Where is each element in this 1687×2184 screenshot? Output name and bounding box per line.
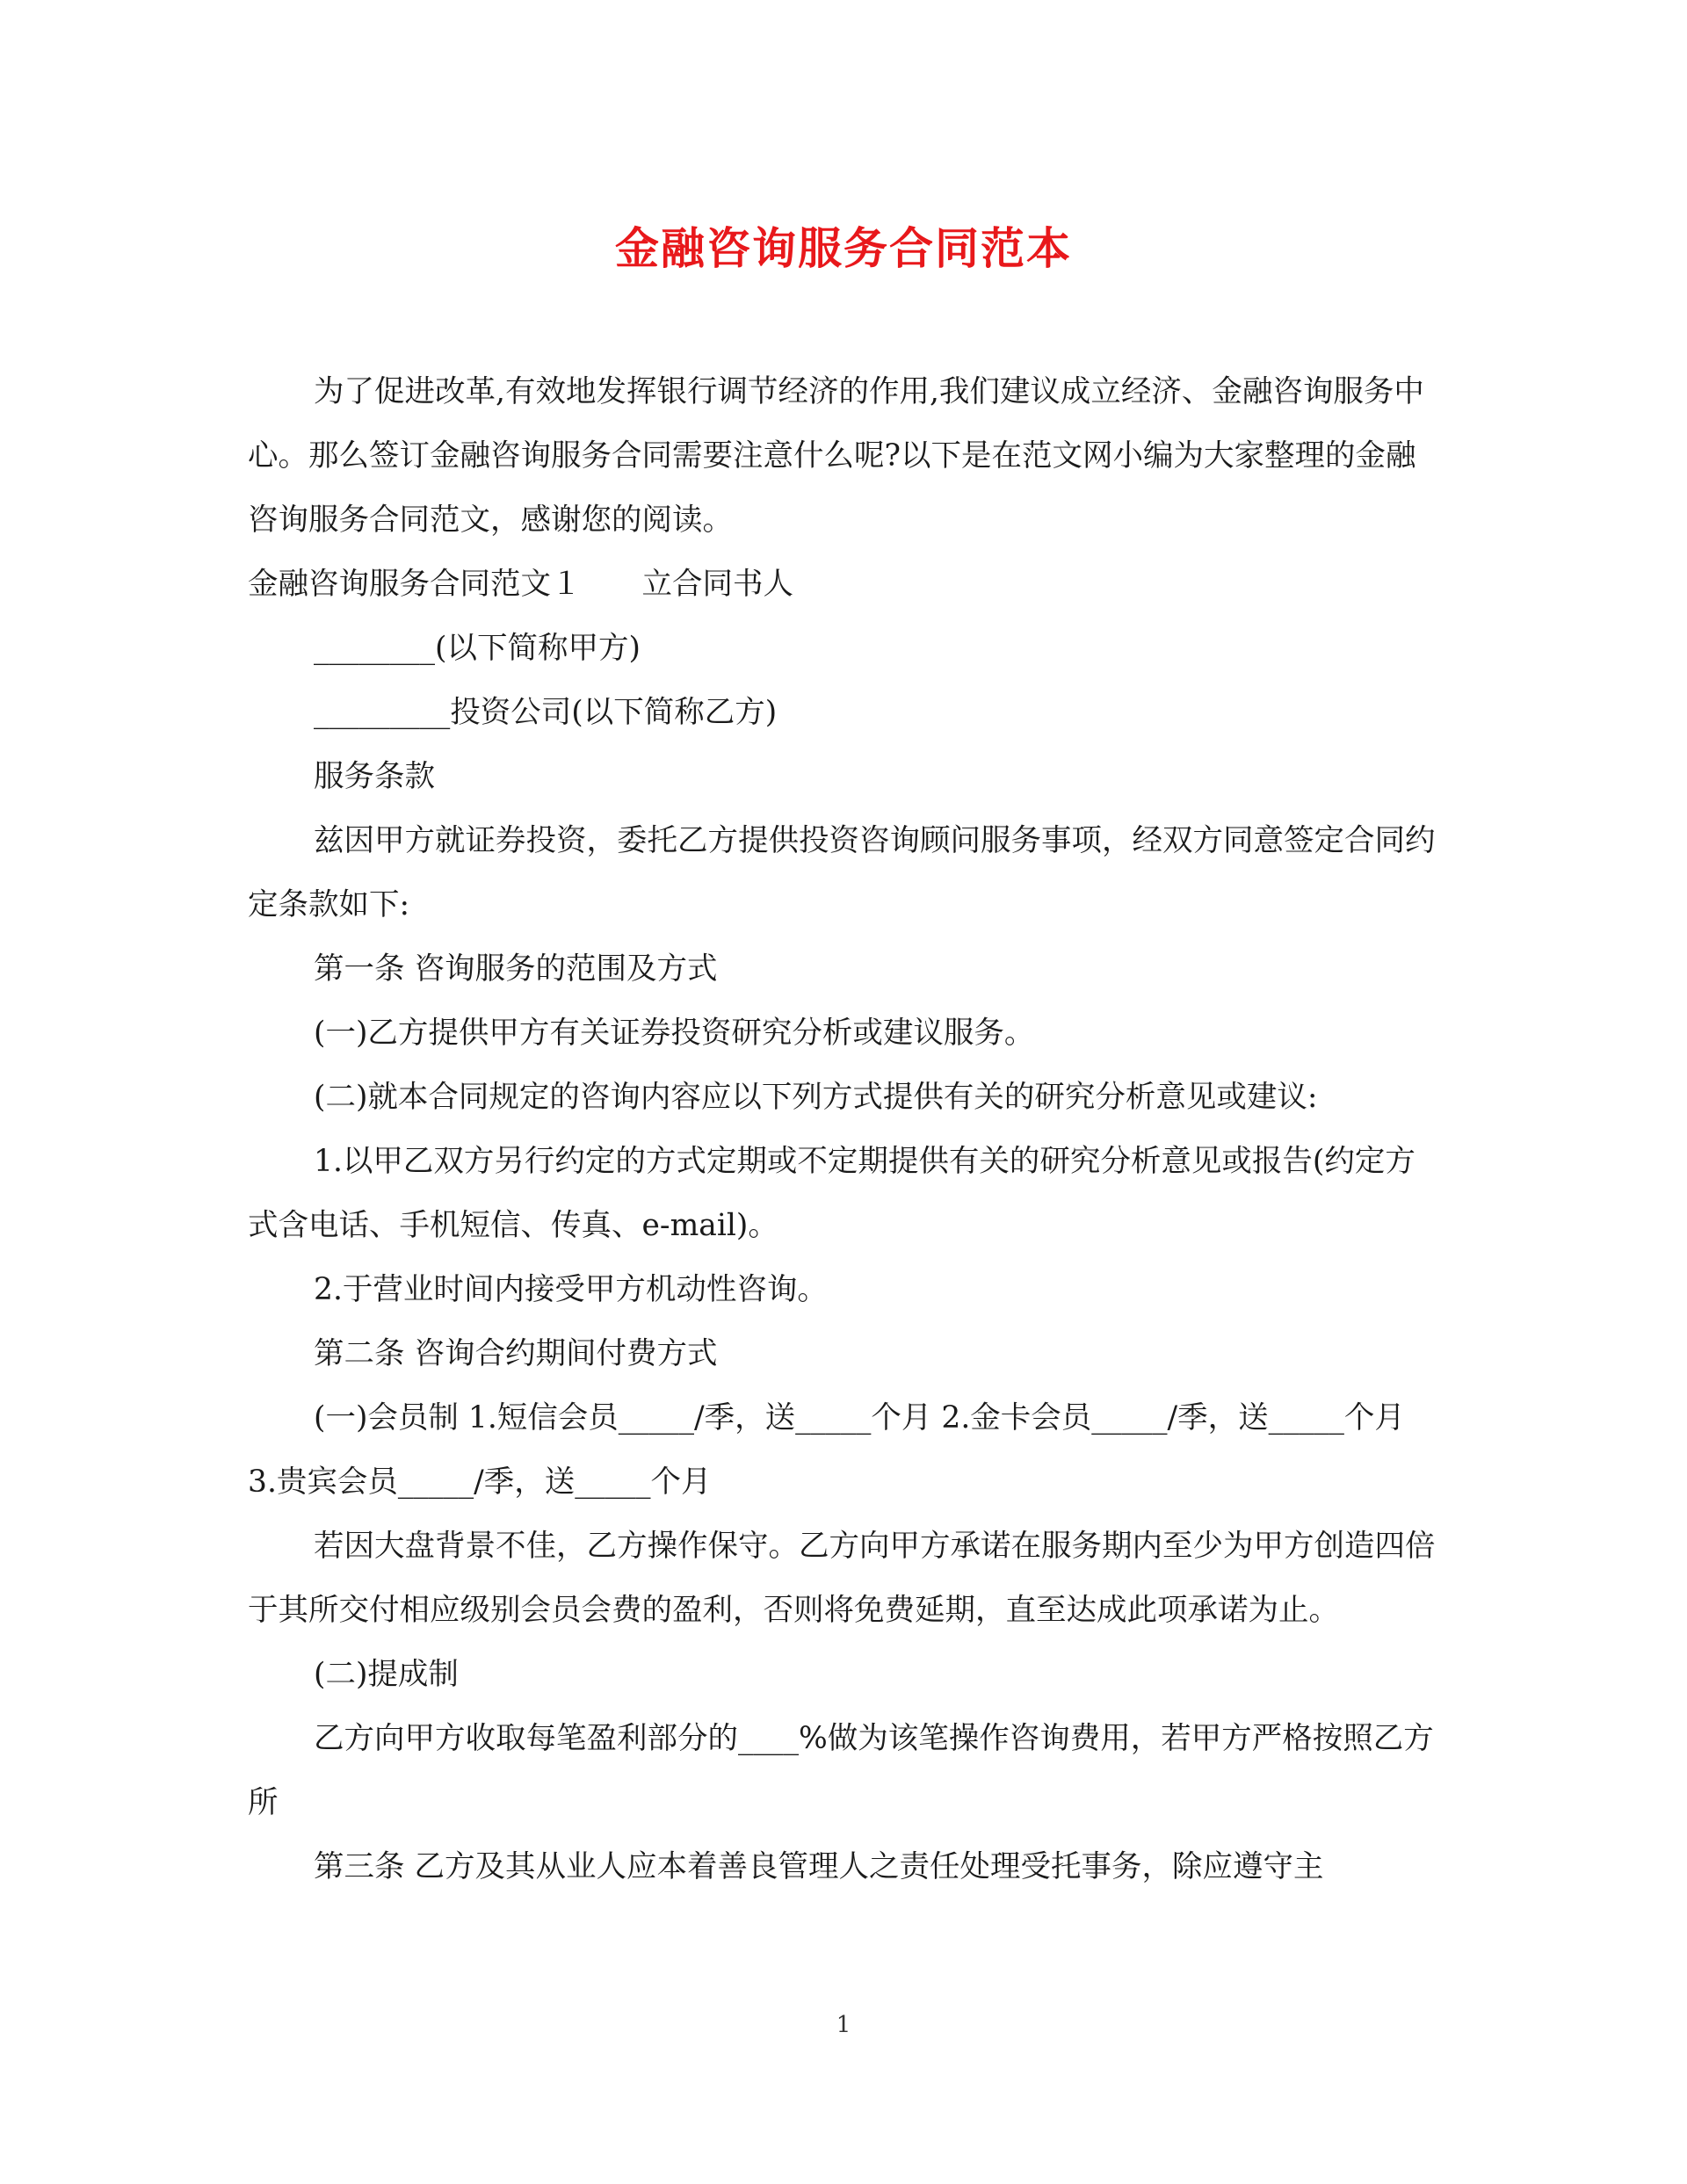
article-2-membership-clause: (一)会员制 1.短信会员_____/季，送_____个月 2.金卡会员_____/季，送_____个月 3.贵宾会员_____/季，送_____个月: [248, 1400, 1405, 1500]
article-1-item-2: 2.于营业时间内接受甲方机动性咨询。: [314, 1272, 828, 1307]
intro-paragraph: 为了促进改革,有效地发挥银行调节经济的作用,我们建议成立经济、金融咨询服务中心。那么签订金融咨询服务合同需要注意什么呢?以下是在范文网小编为大家整理的金融咨询服务合同范文，感谢您的阅读。: [248, 374, 1424, 538]
contract-heading-line: 金融咨询服务合同范文１ 立合同书人: [248, 567, 793, 602]
article-2-commission-heading: (二)提成制: [314, 1657, 459, 1692]
party-a-line: ________(以下简称甲方): [314, 631, 641, 666]
article-1-clause-2: (二)就本合同规定的咨询内容应以下列方式提供有关的研究分析意见或建议:: [314, 1080, 1318, 1115]
document-title: 金融咨询服务合同范本: [615, 222, 1072, 274]
article-2-commission-paragraph: 乙方向甲方收取每笔盈利部分的____%做为该笔操作咨询费用，若甲方严格按照乙方所: [248, 1721, 1434, 1820]
article-2-heading: 第二条 咨询合约期间付费方式: [314, 1336, 718, 1371]
section-heading-service-terms: 服务条款: [314, 759, 435, 794]
preamble-paragraph: 兹因甲方就证券投资，委托乙方提供投资咨询顾问服务事项，经双方同意签定合同约定条款如下:: [248, 823, 1436, 922]
article-1-clause-1: (一)乙方提供甲方有关证券投资研究分析或建议服务。: [314, 1016, 1035, 1051]
article-2-guarantee-paragraph: 若因大盘背景不佳，乙方操作保守。乙方向甲方承诺在服务期内至少为甲方创造四倍于其所交付相应级别会员会费的盈利，否则将免费延期，直至达成此项承诺为止。: [248, 1529, 1436, 1628]
article-1-heading: 第一条 咨询服务的范围及方式: [314, 951, 718, 987]
article-1-item-1: 1.以甲乙双方另行约定的方式定期或不定期提供有关的研究分析意见或报告(约定方式含电话、手机短信、传真、e-mail)。: [248, 1144, 1415, 1243]
party-b-line: _________投资公司(以下简称乙方): [314, 695, 778, 730]
document-body: [248, 360, 1439, 1899]
article-3-paragraph: 第三条 乙方及其从业人应本着善良管理人之责任处理受托事务，除应遵守主: [314, 1849, 1324, 1884]
page-number: 1: [836, 2012, 851, 2038]
